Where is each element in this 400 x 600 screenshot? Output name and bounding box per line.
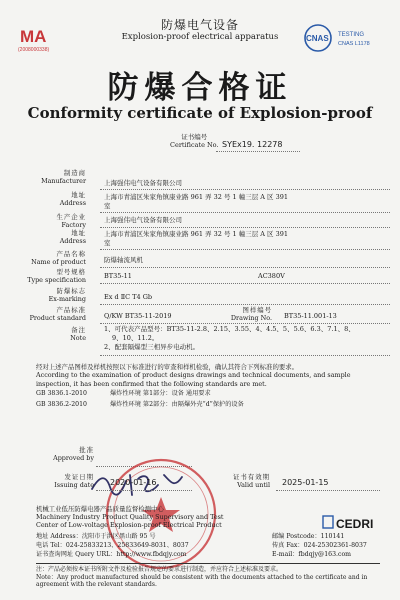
header-title-en: Explosion-proof electrical apparatus <box>121 32 279 42</box>
center-postcode: 邮编 Postcode：110141 <box>272 533 345 540</box>
ex-marking-label: 防爆标志 Ex-marking <box>48 287 86 303</box>
standard-2-text: 爆炸性环境 第2部分：由隔爆外壳“d”保护的设备 <box>110 401 244 408</box>
product-name-label: 产品名称 Name of product <box>31 250 86 266</box>
factory-address-value: 上海市青浦区朱家角镇康业路 961 弄 32 号 1 幢三层 A 区 391 室 <box>104 230 289 247</box>
cnas-logo <box>302 22 378 58</box>
standard-1-code: GB 3836.1-2010 <box>36 390 87 397</box>
center-name-cn: 机械工业低压防爆电器产品质量监督检测中心 <box>36 505 164 513</box>
cnas-logo-sub1: TESTING <box>338 32 365 38</box>
center-fax: 传真 Fax：024-25302361-8037 <box>272 542 367 549</box>
manufacturer-address-value: 上海市青浦区朱家角镇康业路 961 弄 32 号 1 幢三层 A 区 391 室 <box>104 193 289 210</box>
product-standard-label: 产品标准 Product standard <box>29 306 86 322</box>
manufacturer-label: 制造商 Manufacturer <box>41 169 86 185</box>
center-address: 地址 Address：沈阳市于洪区黑山路 95 号 <box>36 533 156 540</box>
note-label: 备注 Note <box>70 326 86 342</box>
conformity-statement <box>36 363 380 388</box>
cert-no-value: SYEx19. 12278 <box>222 140 283 149</box>
statement-en-line2: inspection, it has been confirmed that the following standards are met. <box>36 379 267 388</box>
approved-by-label: 批准 Approved by <box>53 446 94 462</box>
standard-2-code: GB 3836.2-2010 <box>36 401 87 408</box>
center-name-en-line2: Center of Low-voltage Explosion-proof Electrical Product <box>36 521 222 530</box>
type-value: BT35-11 <box>104 272 132 280</box>
ex-marking-value: Ex d ⅡC T4 Gb <box>104 293 153 301</box>
valid-until-label: 证书有效期 Valid until <box>233 473 270 489</box>
header-title-cn: 防爆电气设备 <box>160 18 239 32</box>
drawing-no-value: BT35-11.001-13 <box>284 312 337 320</box>
issuing-date-label: 发证日期 Issuing date <box>54 473 94 489</box>
manufacturer-value: 上海强伟电气设备有限公司 <box>104 179 182 187</box>
certificate-title-en: Conformity certificate of Explosion-proof <box>27 104 373 122</box>
statement-en-line1: According to the examination of product designs drawings and technical documents, and sample <box>36 371 351 380</box>
valid-until-value: 2025-01-15 <box>282 478 329 487</box>
note-value: 1、可代表产品型号：BT35-11-2.8、2.15、3.55、4、4.5、5、5.6、6.3、7.1、8、 9、10、11.2。 2、配套隔爆型三相异步电动机。 <box>104 325 355 351</box>
type-voltage-value: AC380V <box>258 272 285 280</box>
footnote-cn: 注：产品必须按本证书所附文件及检验报告规定的要求进行制造，并应符合上述标准及要求。 <box>36 566 283 573</box>
cert-no-label <box>170 133 219 149</box>
ma-logo-code: (2008000338) <box>18 47 50 53</box>
cert-no-label-cn: 证书编号 <box>181 133 208 141</box>
cedri-logo-text: CEDRI <box>336 517 374 531</box>
manufacturer-address-label: 地址 Address <box>59 191 86 207</box>
factory-label: 生产企业 Factory <box>56 213 86 229</box>
type-label: 型号规格 Type specification <box>27 268 86 284</box>
center-tel: 电话 Tel：024-25833213、25833649-8031、8037 <box>36 542 189 549</box>
center-name-en-line1: Machinery Industry Product Quality Supervisory and Test <box>36 513 224 522</box>
center-email: E-mail：fbdqjy@163.com <box>272 551 352 558</box>
center-query-url: 证书查询网址 Query URL：http://www.fbdqjy.com <box>36 551 187 558</box>
product-standard-value: Q/KW BT35-11-2019 <box>104 312 172 320</box>
factory-address-label: 地址 Address <box>59 229 86 245</box>
certificate-footnote <box>36 566 380 589</box>
cert-no-label-en: Certificate No. <box>170 141 219 149</box>
cnas-logo-mark: CNAS <box>306 34 329 43</box>
drawing-no-label: 图样编号 Drawing No. <box>230 306 272 322</box>
ma-logo-mark: MA <box>20 27 47 46</box>
cedri-logo <box>322 514 386 532</box>
cnas-logo-sub2: CNAS L1178 <box>338 41 370 47</box>
issuing-date-value: 2020-01-16 <box>110 478 157 487</box>
footnote-en: Note：Any product manufactured should be consistent with the documents attached to the certificate and in agreement with the relevant standards. <box>36 573 368 589</box>
product-name-value: 防爆轴流风机 <box>104 256 143 264</box>
standard-1-text: 爆炸性环境 第1部分：设备 通用要求 <box>110 390 211 397</box>
factory-value: 上海强伟电气设备有限公司 <box>104 216 182 224</box>
statement-cn: 经对上述产品图样及样机按照以下标准进行的审查和样机检验，确认其符合下列标准的要求。 <box>36 363 299 371</box>
certificate-title-cn: 防爆合格证 <box>107 70 293 106</box>
